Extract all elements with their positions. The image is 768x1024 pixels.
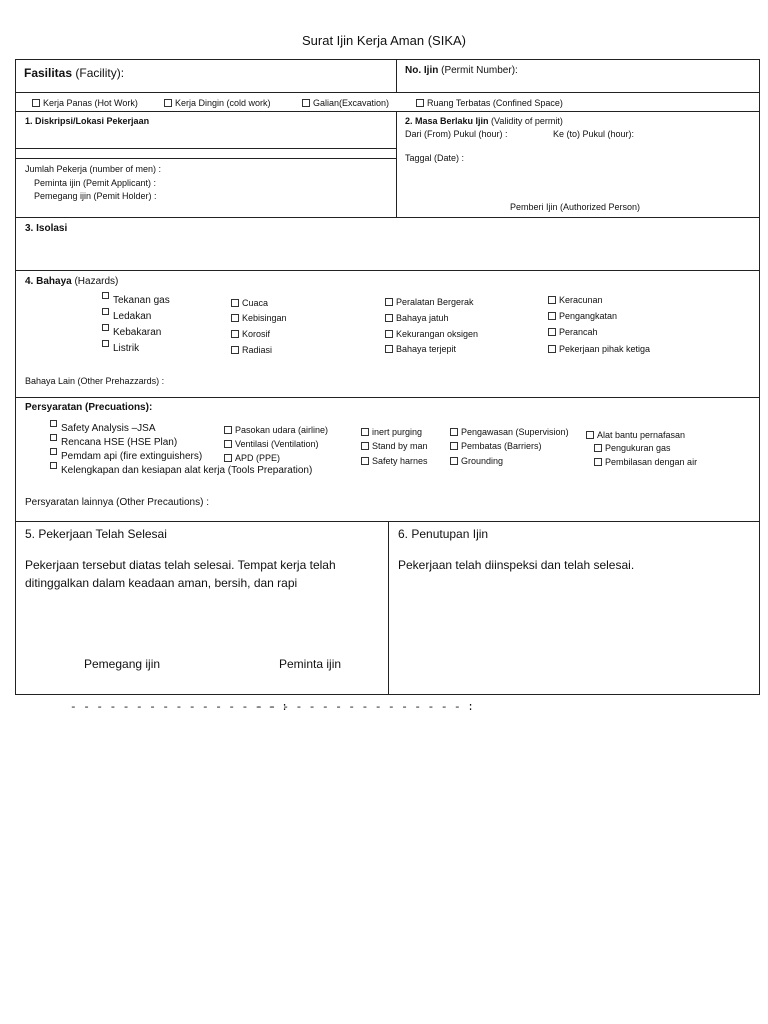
precautions-title: Persyaratan (Precuations): (25, 402, 153, 413)
checkbox-icon (50, 462, 57, 469)
section6-text: Pekerjaan telah diinspeksi dan telah selesai. (398, 558, 635, 572)
hazard-item[interactable]: Peralatan Bergerak (385, 298, 474, 307)
precaution-item[interactable]: Safety Analysis –JSA (50, 424, 156, 434)
checkbox-icon (102, 340, 109, 347)
permit-applicant-signature-label: Peminta ijin (279, 657, 342, 671)
checkbox-icon (361, 428, 369, 436)
checkbox-hot-work[interactable]: Kerja Panas (Hot Work) (32, 99, 138, 108)
hazard-item[interactable]: Kebisingan (231, 314, 287, 323)
precaution-item[interactable]: Safety harnes (361, 457, 428, 466)
section6-title: 6. Penutupan Ijin (398, 527, 489, 541)
hazard-item[interactable]: Listrik (102, 344, 139, 354)
hazard-item[interactable]: Radiasi (231, 346, 272, 355)
facility-label: Fasilitas (Facility): (24, 66, 125, 80)
checkbox-icon (50, 448, 57, 455)
checkbox-icon (224, 426, 232, 434)
authorized-person-label: Pemberi Ijin (Authorized Person) (510, 202, 641, 212)
other-precautions-label: Persyaratan lainnya (Other Precautions) : (25, 497, 209, 508)
precaution-item[interactable]: Pasokan udara (airline) (224, 426, 328, 435)
checkbox-icon (450, 428, 458, 436)
hazard-item[interactable]: Ledakan (102, 312, 151, 322)
checkbox-icon (548, 345, 556, 353)
hazard-item[interactable]: Pengangkatan (548, 312, 617, 321)
document-title: Surat Ijin Kerja Aman (SIKA) (301, 33, 466, 48)
checkbox-cold-work[interactable]: Kerja Dingin (cold work) (164, 99, 271, 108)
signature-line-applicant: - - - - - - - - - - - - - - - - : (256, 702, 474, 714)
to-hour-label: Ke (to) Pukul (hour): (553, 129, 635, 139)
other-hazards-label: Bahaya Lain (Other Prehazzards) : (25, 376, 165, 386)
section5-text-line1: Pekerjaan tersebut diatas telah selesai. Tempat kerja telah (25, 558, 336, 572)
checkbox-icon (302, 99, 310, 107)
hazard-item[interactable]: Kekurangan oksigen (385, 330, 478, 339)
checkbox-icon (231, 330, 239, 338)
checkbox-icon (231, 314, 239, 322)
checkbox-icon (385, 298, 393, 306)
divider (396, 111, 397, 217)
checkbox-icon (231, 299, 239, 307)
checkbox-icon (450, 457, 458, 465)
checkbox-icon (548, 328, 556, 336)
checkbox-icon (102, 292, 109, 299)
divider (396, 59, 397, 92)
hazard-item[interactable]: Bahaya jatuh (385, 314, 449, 323)
checkbox-icon (450, 442, 458, 450)
section4-title: 4. Bahaya (Hazards) (25, 276, 119, 287)
divider (15, 92, 760, 93)
divider (15, 217, 760, 218)
checkbox-icon (361, 457, 369, 465)
precaution-item[interactable]: Pemdam api (fire extinguishers) (50, 452, 202, 462)
checkbox-icon (164, 99, 172, 107)
checkbox-icon (385, 345, 393, 353)
precaution-item[interactable]: Ventilasi (Ventilation) (224, 440, 319, 449)
divider (15, 397, 760, 398)
checkbox-icon (548, 296, 556, 304)
from-hour-label: Dari (From) Pukul (hour) : (405, 129, 508, 139)
section5-text-line2: ditinggalkan dalam keadaan aman, bersih, dan rapi (25, 576, 298, 590)
checkbox-icon (594, 444, 602, 452)
hazard-item[interactable]: Bahaya terjepit (385, 345, 456, 354)
number-of-men-label: Jumlah Pekerja (number of men) : (25, 164, 162, 174)
checkbox-excavation[interactable]: Galian(Excavation) (302, 99, 389, 108)
divider (15, 158, 396, 159)
divider (15, 270, 760, 271)
precaution-item[interactable]: inert purging (361, 428, 422, 437)
checkbox-icon (32, 99, 40, 107)
precaution-item[interactable]: Pengawasan (Supervision) (450, 428, 569, 437)
precaution-item[interactable]: Pengukuran gas (594, 444, 671, 453)
precaution-item[interactable]: Kelengkapan dan kesiapan alat kerja (Tools Preparation) (50, 466, 312, 476)
hazard-item[interactable]: Perancah (548, 328, 598, 337)
hazard-item[interactable]: Korosif (231, 330, 270, 339)
hazard-item[interactable]: Cuaca (231, 299, 268, 308)
checkbox-icon (231, 346, 239, 354)
checkbox-icon (385, 314, 393, 322)
checkbox-confined-space[interactable]: Ruang Terbatas (Confined Space) (416, 99, 563, 108)
section1-title: 1. Diskripsi/Lokasi Pekerjaan (25, 116, 150, 126)
checkbox-icon (224, 454, 232, 462)
hazard-item[interactable]: Tekanan gas (102, 296, 170, 306)
precaution-item[interactable]: APD (PPE) (224, 454, 280, 463)
permit-applicant-label: Peminta ijin (Pemit Applicant) : (34, 178, 157, 188)
checkbox-icon (50, 434, 57, 441)
precaution-item[interactable]: Alat bantu pernafasan (586, 431, 685, 440)
permit-holder-label: Pemegang ijin (Pemit Holder) : (34, 191, 157, 201)
precaution-item[interactable]: Grounding (450, 457, 503, 466)
section3-title: 3. Isolasi (25, 223, 68, 234)
hazard-item[interactable]: Keracunan (548, 296, 603, 305)
precaution-item[interactable]: Pembilasan dengan air (594, 458, 697, 467)
divider (15, 148, 396, 149)
permit-holder-signature-label: Pemegang ijin (84, 657, 161, 671)
date-label: Taggal (Date) : (405, 153, 465, 163)
checkbox-icon (50, 420, 57, 427)
checkbox-icon (548, 312, 556, 320)
divider (15, 111, 760, 112)
checkbox-icon (586, 431, 594, 439)
hazard-item[interactable]: Kebakaran (102, 328, 161, 338)
section2-title: 2. Masa Berlaku Ijin (Validity of permit) (405, 116, 563, 126)
checkbox-icon (594, 458, 602, 466)
checkbox-icon (361, 442, 369, 450)
checkbox-icon (416, 99, 424, 107)
divider (388, 521, 389, 695)
hazard-item[interactable]: Pekerjaan pihak ketiga (548, 345, 650, 354)
checkbox-icon (385, 330, 393, 338)
checkbox-icon (102, 308, 109, 315)
precaution-item[interactable]: Pembatas (Barriers) (450, 442, 542, 451)
checkbox-icon (224, 440, 232, 448)
checkbox-icon (102, 324, 109, 331)
signature-line-holder: - - - - - - - - - - - - - - - - : (70, 702, 288, 714)
precaution-item[interactable]: Stand by man (361, 442, 428, 451)
section5-title: 5. Pekerjaan Telah Selesai (25, 527, 167, 541)
precaution-item[interactable]: Rencana HSE (HSE Plan) (50, 438, 177, 448)
permit-number-label: No. Ijin (Permit Number): (405, 65, 518, 76)
